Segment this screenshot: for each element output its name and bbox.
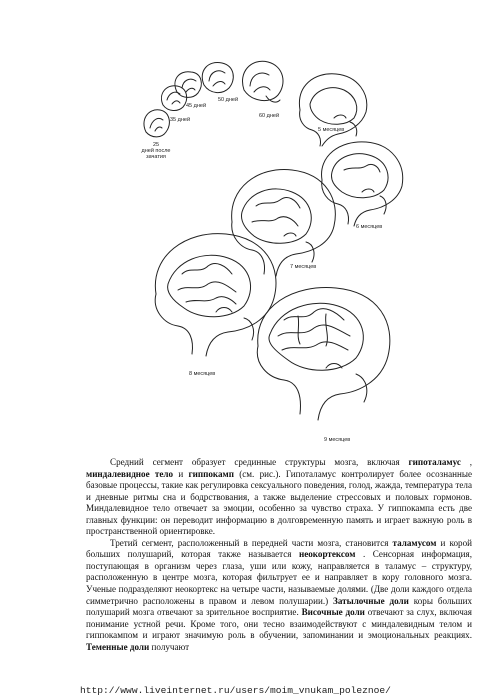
term-amygdala: миндалевидное тело: [86, 468, 174, 479]
stage-label-25-line2: дней после: [141, 148, 171, 154]
stage-label-6-months: 6 месяцев: [356, 224, 383, 230]
embryo-25-days-drawing: [144, 110, 169, 137]
stage-label-25-days: [141, 142, 171, 160]
text-run: (см. рис.). Гипоталамус контролирует более осознанные базовые процессы, такие как регулировка сексуального поведения, голод, жажда, температура тела и дневные ритмы сна и бодрствования, а также выделение стрессовых и половых гормонов. Миндалевидное тело отвечает за эмоции, особенно за чувство страха. У гиппокампа есть две главных функции: он переводит информацию в долговременную память и играет важную роль в пространственной ориентировке.: [86, 468, 472, 537]
text-run: Средний сегмент образует срединные структуры мозга, включая: [110, 457, 409, 467]
paragraph-third-segment: [86, 538, 472, 653]
stage-label-35-days: 35 дней: [170, 117, 191, 123]
fetus-6-months-drawing: [322, 142, 403, 226]
term-hippocampus: гиппокамп: [188, 468, 234, 479]
term-neocortex: неокортексом: [298, 549, 356, 560]
footer-url: http://www.liveinternet.ru/users/moim_vnukam_poleznoe/: [80, 685, 391, 696]
stage-label-8-months: 8 месяцев: [189, 371, 216, 377]
paragraph-middle-segment: [86, 457, 472, 538]
body-text: [86, 457, 472, 653]
stage-label-50-days: 50 дней: [218, 97, 239, 103]
embryo-50-days-drawing: [202, 63, 233, 93]
text-run: и корой больших полушарий, которая также называется: [86, 537, 472, 560]
term-occipital-lobes: Затылочные доли: [333, 595, 409, 606]
text-run: Третий сегмент, расположенный в передней части мозга, становится: [110, 537, 393, 548]
stage-label-25-line3: зачатия: [146, 154, 166, 160]
stage-label-7-months: 7 месяцев: [290, 264, 317, 270]
embryo-60-days-drawing: [243, 61, 283, 102]
term-hypothalamus: гипоталамус: [408, 457, 461, 467]
text-run: получают: [149, 641, 190, 652]
text-run: коры больших полушарий мозга отвечают за зрительное восприятие.: [86, 595, 472, 618]
stage-label-60-days: 60 дней: [259, 113, 280, 119]
fetus-5-months-drawing: [299, 74, 366, 146]
text-run: . Сенсорная информация, поступающая в организм через глаза, уши или кожу, направляется в таламус – структуру, расположенную в центре мозга, которая фильтрует ее и направляет в кору головного мозга. Ученые подразделяют неокортекс на четыре части, называемые долями. (Две доли каждого отдела симметрично расположены в правом и левом полушарии.): [86, 549, 473, 606]
fetus-7-months-drawing: [232, 170, 336, 276]
stage-label-25-line1: 25: [152, 142, 160, 148]
term-thalamus: таламусом: [392, 537, 437, 548]
term-parietal-lobes: Теменные доли: [86, 641, 150, 652]
stage-label-45-days: 45 дней: [186, 103, 207, 109]
term-temporal-lobes: Височные доли: [301, 607, 365, 618]
embryo-35-days-drawing: [161, 86, 186, 111]
stage-label-5-months: 5 месяцев: [318, 127, 345, 133]
text-run: и: [173, 468, 189, 479]
stage-label-9-months: 9 месяцев: [324, 437, 351, 443]
fetus-9-months-drawing: [257, 288, 390, 420]
text-run: отвечают за слух, включая понимание устной речи. Кроме того, они тесно взаимодействуют с миндалевидным телом и гиппокампом и играют значимую роль в обучении, запоминании и эмоциональных реакциях.: [86, 607, 472, 641]
text-run: ,: [460, 457, 472, 467]
embryo-45-days-drawing: [175, 72, 201, 98]
